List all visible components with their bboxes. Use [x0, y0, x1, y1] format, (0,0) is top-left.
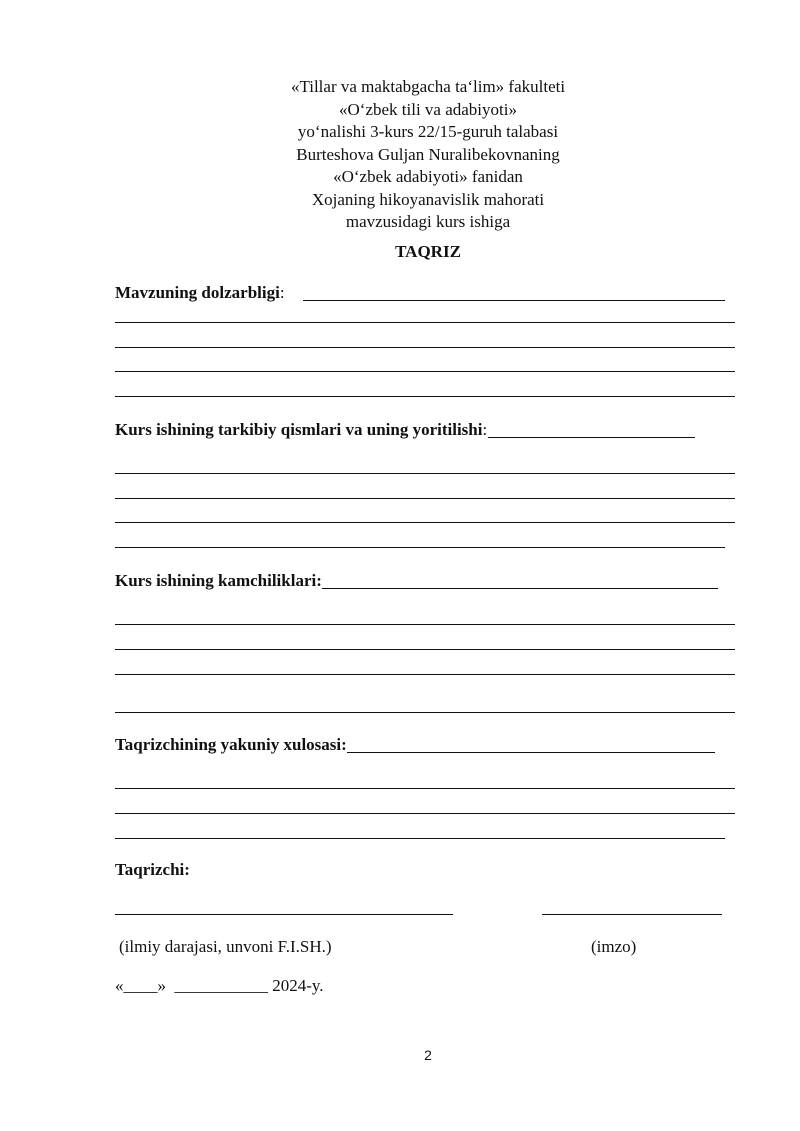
structure-row — [115, 419, 695, 440]
shortcomings-fill-line — [322, 570, 718, 589]
relevance-colon: : — [279, 283, 285, 302]
conclusion-label: Taqrizchining yakuniy xulosasi: — [115, 735, 347, 754]
heading-work-type: mavzusidagi kurs ishiga — [345, 212, 511, 231]
heading-student-name: Burteshova Guljan Nuralibekovnaning — [296, 144, 560, 164]
shortcomings-label: Kurs ishining kamchiliklari: — [115, 571, 322, 590]
reviewer-label: Taqrizchi: — [115, 860, 190, 879]
shortcomings-row — [115, 570, 718, 591]
conclusion-line — [115, 838, 725, 839]
relevance-fill-line — [303, 282, 725, 301]
date-month-blank: ___________ — [174, 976, 268, 995]
shortcomings-line — [115, 624, 735, 625]
structure-line — [115, 522, 735, 523]
structure-line — [115, 498, 735, 499]
heading-group: yo‘nalishi 3-kurs 22/15-guruh talabasi — [297, 122, 559, 141]
relevance-row — [115, 282, 725, 303]
structure-colon: : — [482, 420, 488, 439]
heading-faculty: «Tillar va maktabgacha ta‘lim» fakulteti — [290, 77, 566, 96]
heading-subject: «O‘zbek adabiyoti» fanidan — [333, 167, 523, 186]
structure-line — [115, 547, 725, 548]
date-day-blank: «____» — [115, 976, 166, 995]
date-year: 2024-y. — [272, 976, 324, 995]
document-heading — [0, 76, 800, 234]
conclusion-row — [115, 734, 715, 755]
page-number: 2 — [424, 1047, 432, 1063]
relevance-line — [115, 371, 735, 372]
structure-label: Kurs ishining tarkibiy qismlari va uning yoritilishi — [115, 420, 483, 439]
date-row — [115, 976, 324, 996]
conclusion-line — [115, 813, 735, 814]
shortcomings-line — [115, 712, 735, 713]
relevance-line — [115, 396, 735, 397]
relevance-line — [115, 322, 735, 323]
structure-line — [115, 473, 735, 474]
reviewer-signature-caption: (imzo) — [591, 937, 637, 956]
reviewer-signature-line — [542, 914, 722, 915]
reviewer-name-caption: (ilmiy darajasi, unvoni F.I.SH.) — [119, 937, 332, 956]
conclusion-fill-line — [347, 734, 715, 753]
reviewer-name-line — [115, 914, 453, 915]
document-title: TAQRIZ — [395, 242, 461, 261]
conclusion-line — [115, 788, 735, 789]
heading-topic: Xojaning hikoyanavislik mahorati — [311, 189, 545, 209]
heading-program: «O‘zbek tili va adabiyoti» — [339, 99, 517, 119]
shortcomings-line — [115, 649, 735, 650]
shortcomings-line — [115, 674, 735, 675]
relevance-label: Mavzuning dolzarbligi — [115, 283, 280, 302]
structure-fill-line — [488, 419, 695, 438]
relevance-line — [115, 347, 735, 348]
